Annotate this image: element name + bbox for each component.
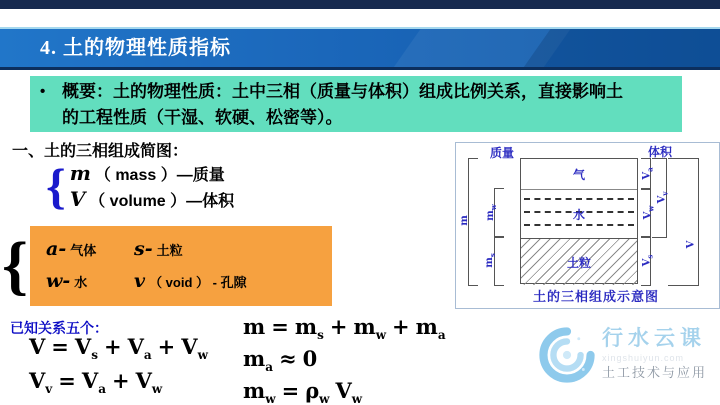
- mass-volume-group: [46, 160, 234, 212]
- brand-domain: xingshuiyun.com: [602, 353, 685, 363]
- mass-desc: （ mass ）—质量: [94, 167, 225, 184]
- legend-group: [2, 226, 332, 306]
- legend-box: [30, 226, 332, 306]
- formula-m-water: $m_w = \rho_w$ $V_w$: [243, 378, 363, 405]
- known-relations-label: 已知关系五个：: [10, 320, 108, 336]
- legend-symbol: s-: [134, 238, 153, 260]
- v-total-label: V: [685, 240, 697, 249]
- volume-formulas: [26, 334, 211, 402]
- left-brace: {: [46, 158, 66, 214]
- summary-box: [30, 76, 682, 132]
- legend-item-soil: [134, 238, 322, 260]
- formula-m-total: $m = m_s + m_w + m_a$: [243, 314, 446, 343]
- water-section: [521, 189, 637, 238]
- legend-item-void: [134, 270, 322, 292]
- watermark-logo: [538, 326, 707, 384]
- dash-line: [524, 198, 634, 200]
- section-heading: 一、土的三相组成简图：: [12, 143, 189, 160]
- bullet-point: •: [40, 83, 46, 100]
- m-soil-label: $m_s$: [483, 253, 497, 268]
- mass-symbol: m: [69, 161, 91, 185]
- legend-symbol: a-: [46, 238, 67, 260]
- legend-label: （ void ） - 孔隙: [149, 275, 247, 290]
- page-title: 4. 土的物理性质指标: [40, 37, 231, 59]
- top-strip: [0, 0, 720, 9]
- mass-volume-lines: [70, 160, 234, 212]
- volume-axis-label: 体积: [648, 145, 673, 159]
- volume-symbol: V: [69, 187, 86, 211]
- mass-formulas: [240, 314, 449, 405]
- formula-v-total: $V = V_s + V_a + V_w$: [29, 334, 208, 363]
- m-water-label: $m_w$: [484, 204, 498, 221]
- brand-subtitle: 土工技术与应用: [602, 365, 708, 380]
- dash-line: [524, 224, 634, 226]
- soil-section: [521, 238, 637, 285]
- air-section: [521, 159, 637, 189]
- air-label: 气: [572, 167, 585, 182]
- wave-swirl-icon: [538, 326, 596, 384]
- v-water-label: $V_w$: [642, 205, 656, 220]
- formula-v-void: $V_v = V_a + V_w$: [29, 368, 163, 397]
- formula-m-air: $m_a \approx 0$: [243, 346, 318, 375]
- legend-item-air: [46, 238, 134, 260]
- brand-name: 行水云课: [602, 327, 706, 350]
- legend-label: 水: [74, 275, 88, 290]
- three-phase-diagram: [455, 142, 720, 309]
- legend-label: 土粒: [156, 243, 183, 258]
- left-brace: {: [2, 229, 29, 302]
- mass-line: [70, 160, 234, 186]
- diagram-caption: 土的三相组成示意图: [532, 289, 659, 304]
- water-label: 水: [572, 207, 585, 222]
- watermark-text: [602, 326, 707, 382]
- phase-box: [520, 158, 638, 284]
- volume-desc: （ volume ）—体积: [89, 193, 235, 210]
- summary-line: 概要：土的物理性质：土中三相（质量与体积）组成比例关系，直接影响土: [62, 82, 623, 101]
- header-bar: [0, 27, 720, 70]
- summary-text: [62, 79, 623, 132]
- legend-symbol: v: [134, 270, 146, 292]
- legend-symbol: w-: [46, 270, 71, 292]
- v-soil-label: $V_s$: [641, 254, 655, 267]
- legend-item-water: [46, 270, 134, 292]
- soil-label: 土粒: [566, 255, 591, 270]
- v-air-label: $V_a$: [641, 167, 655, 180]
- mass-axis-label: 质量: [490, 146, 515, 160]
- volume-line: [70, 186, 234, 212]
- legend-label: 气体: [70, 243, 97, 258]
- m-total-label: m: [458, 215, 470, 226]
- v-void-label: $V_v$: [656, 191, 670, 204]
- bracket-v-total: [668, 158, 699, 286]
- summary-line: 的工程性质（干湿、软硬、松密等）。: [62, 108, 343, 127]
